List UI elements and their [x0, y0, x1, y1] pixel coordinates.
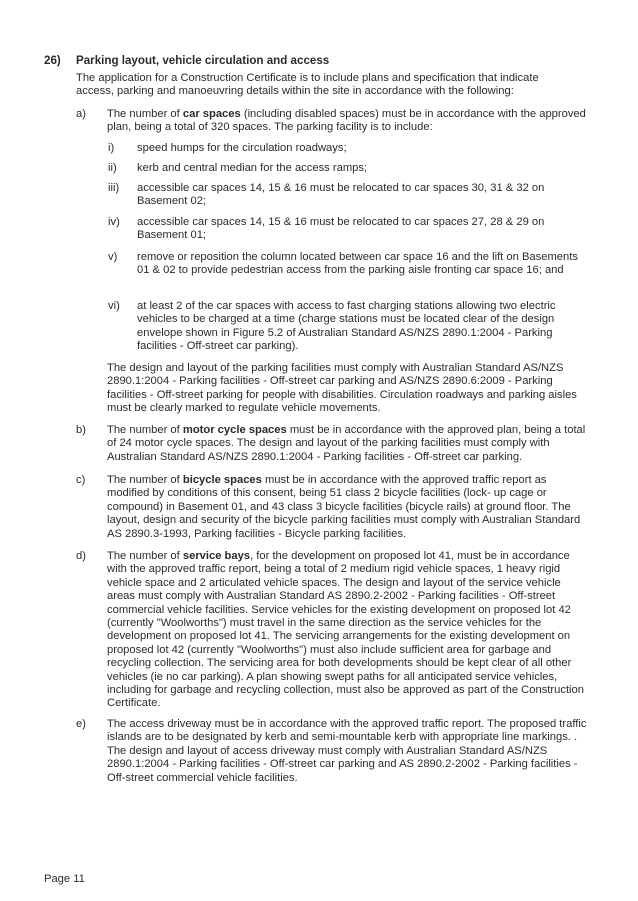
- item-text: The number of motor cycle spaces must be in accordance with the approved plan, being a total of 24 motor cycle spaces. The design and layout of the parking facilities must comply with Australian Standard AS/NZS 2890.1:2004 - Parking facilities - Off-street car parking.: [107, 424, 586, 463]
- bold-term: service bays: [182, 550, 251, 562]
- item-text: The number of bicycle spaces must be in accordance with the approved traffic report as modified by conditions of this consent, being 51 class 2 bicycle facilities (lock- up cage or compound) in Basement 01, and 43 class 3 bicycle facilities (bicycle rails) at ground floor. The layout, design and security of the bicycle parking facilities must comply with Australian Standard AS 2890.3-1993, Parking facilities - Bicycle parking facilities.: [107, 474, 581, 540]
- item-label: a): [76, 108, 86, 120]
- item-a-closing: The design and layout of the parking facilities must comply with Australian Standard AS/NZS 2890.1:2004 - Parking facilities - Off-street car parking and AS/NZS 2890.6:2009 - Parking facilities - Off-street parking for people with disabilities. Circulation roadways and parking aisles must be clearly marked to regulate vehicle movements.: [107, 362, 577, 415]
- item-text: The access driveway must be in accordance with the approved traffic report. The proposed traffic islands are to be designated by kerb and semi-mountable kerb with appropriate line markings. . The design and layout of access driveway must comply with Australian Standard AS/NZS 2890.1:2004 - Parking facilities - Off-street car parking and AS 2890.2-2002 - Parking facilities - Off-street commercial vehicle facilities.: [107, 718, 587, 784]
- item-label: b): [76, 424, 86, 436]
- bold-term: bicycle spaces: [182, 474, 262, 486]
- page-number: Page 11: [44, 873, 85, 885]
- item-text: The number of service bays, for the development on proposed lot 41, must be in accordance with the approved traffic report, being a total of 2 medium rigid vehicle spaces, 1 heavy rigid vehicle space and 2 articulated vehicle spaces. The design and layout of the service vehicle areas must comply with Australian Standard AS 2890.2-2002 - Parking facilities - Off-street commercial vehicle facilities. Service vehicles for the existing development on proposed lot 42 (currently "Woolworths") must travel in the same direction as the service vehicles for the development on proposed lot 41. The servicing arrangements for the existing development on proposed lot 42 (currently "Woolworths") must also include sufficient area for garbage and recycling collection. The servicing area for both developments should be kept clear of all other vehicles (ie no car parking). A plan showing swept paths for all anticipated service vehicles, including for garbage and recycling collection, must also be approved as part of the Construction Certificate.: [107, 550, 584, 710]
- bold-term: car spaces: [182, 108, 241, 120]
- section-title: Parking layout, vehicle circulation and access: [76, 54, 330, 67]
- intro-paragraph: The application for a Construction Certificate is to include plans and specification that indicate access, parking and manoeuvring details within the site in accordance with the following:: [76, 72, 539, 98]
- item-label: d): [76, 550, 86, 562]
- item-label: c): [76, 474, 86, 486]
- section-number: 26): [44, 54, 61, 67]
- section-heading: [44, 54, 329, 67]
- item-label: e): [76, 718, 86, 730]
- bold-term: motor cycle spaces: [182, 424, 287, 436]
- item-text: The number of car spaces (including disabled spaces) must be in accordance with the approved plan, being a total of 320 spaces. The parking facility is to include:: [107, 108, 586, 134]
